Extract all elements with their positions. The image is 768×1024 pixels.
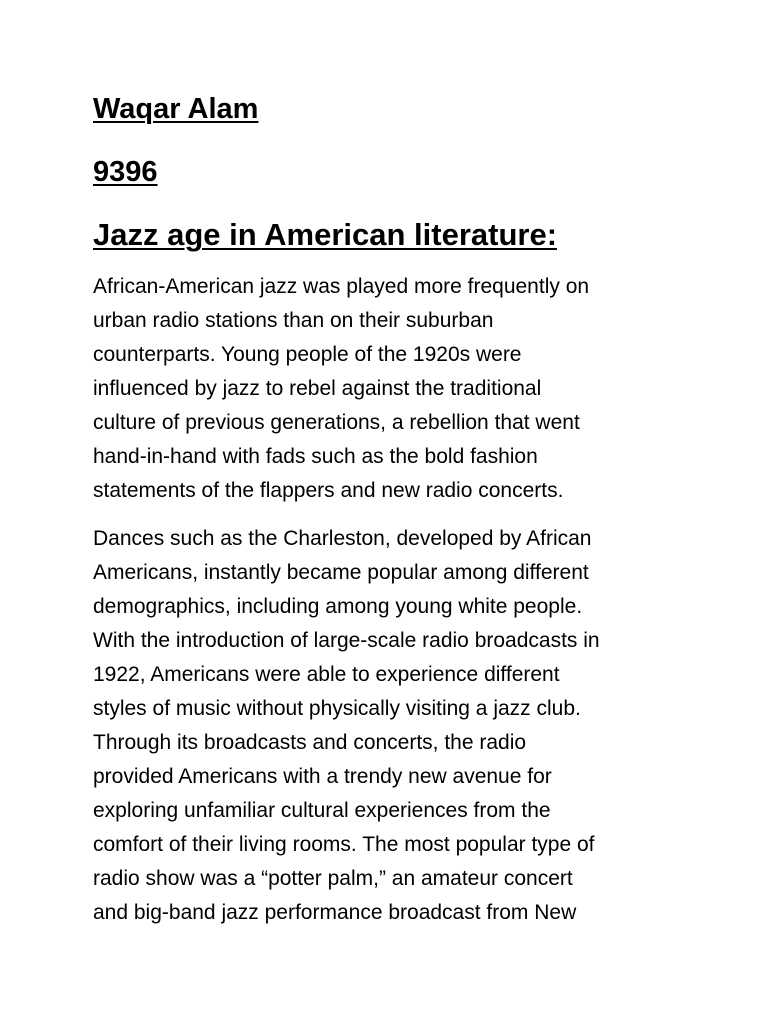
text-line: styles of music without physically visiting a jazz club. [93, 697, 581, 720]
text-line: exploring unfamiliar cultural experiences from the [93, 799, 551, 822]
text-line: provided Americans with a trendy new avenue for [93, 765, 552, 788]
text-line: statements of the flappers and new radio concerts. [93, 479, 564, 502]
paragraph-1 [93, 270, 693, 508]
text-line: 1922, Americans were able to experience different [93, 663, 560, 686]
text-line: counterparts. Young people of the 1920s were [93, 343, 522, 366]
paragraph-2 [93, 522, 693, 930]
text-line: radio show was a “potter palm,” an amateur concert [93, 867, 573, 890]
text-line: culture of previous generations, a rebellion that went [93, 411, 580, 434]
student-id: 9396 [93, 156, 158, 188]
author-name: Waqar Alam [93, 93, 259, 125]
text-line: and big-band jazz performance broadcast from New [93, 901, 577, 924]
text-line: With the introduction of large-scale radio broadcasts in [93, 629, 600, 652]
text-line: urban radio stations than on their suburban [93, 309, 494, 332]
text-line: comfort of their living rooms. The most popular type of [93, 833, 595, 856]
text-line: African-American jazz was played more frequently on [93, 275, 590, 298]
text-line: hand-in-hand with fads such as the bold fashion [93, 445, 538, 468]
text-line: Americans, instantly became popular among different [93, 561, 589, 584]
document-title: Jazz age in American literature: [93, 217, 558, 252]
text-line: Dances such as the Charleston, developed by African [93, 527, 592, 550]
text-line: demographics, including among young white people. [93, 595, 583, 618]
text-line: Through its broadcasts and concerts, the radio [93, 731, 527, 754]
document-page [93, 88, 693, 930]
text-line: influenced by jazz to rebel against the traditional [93, 377, 542, 400]
